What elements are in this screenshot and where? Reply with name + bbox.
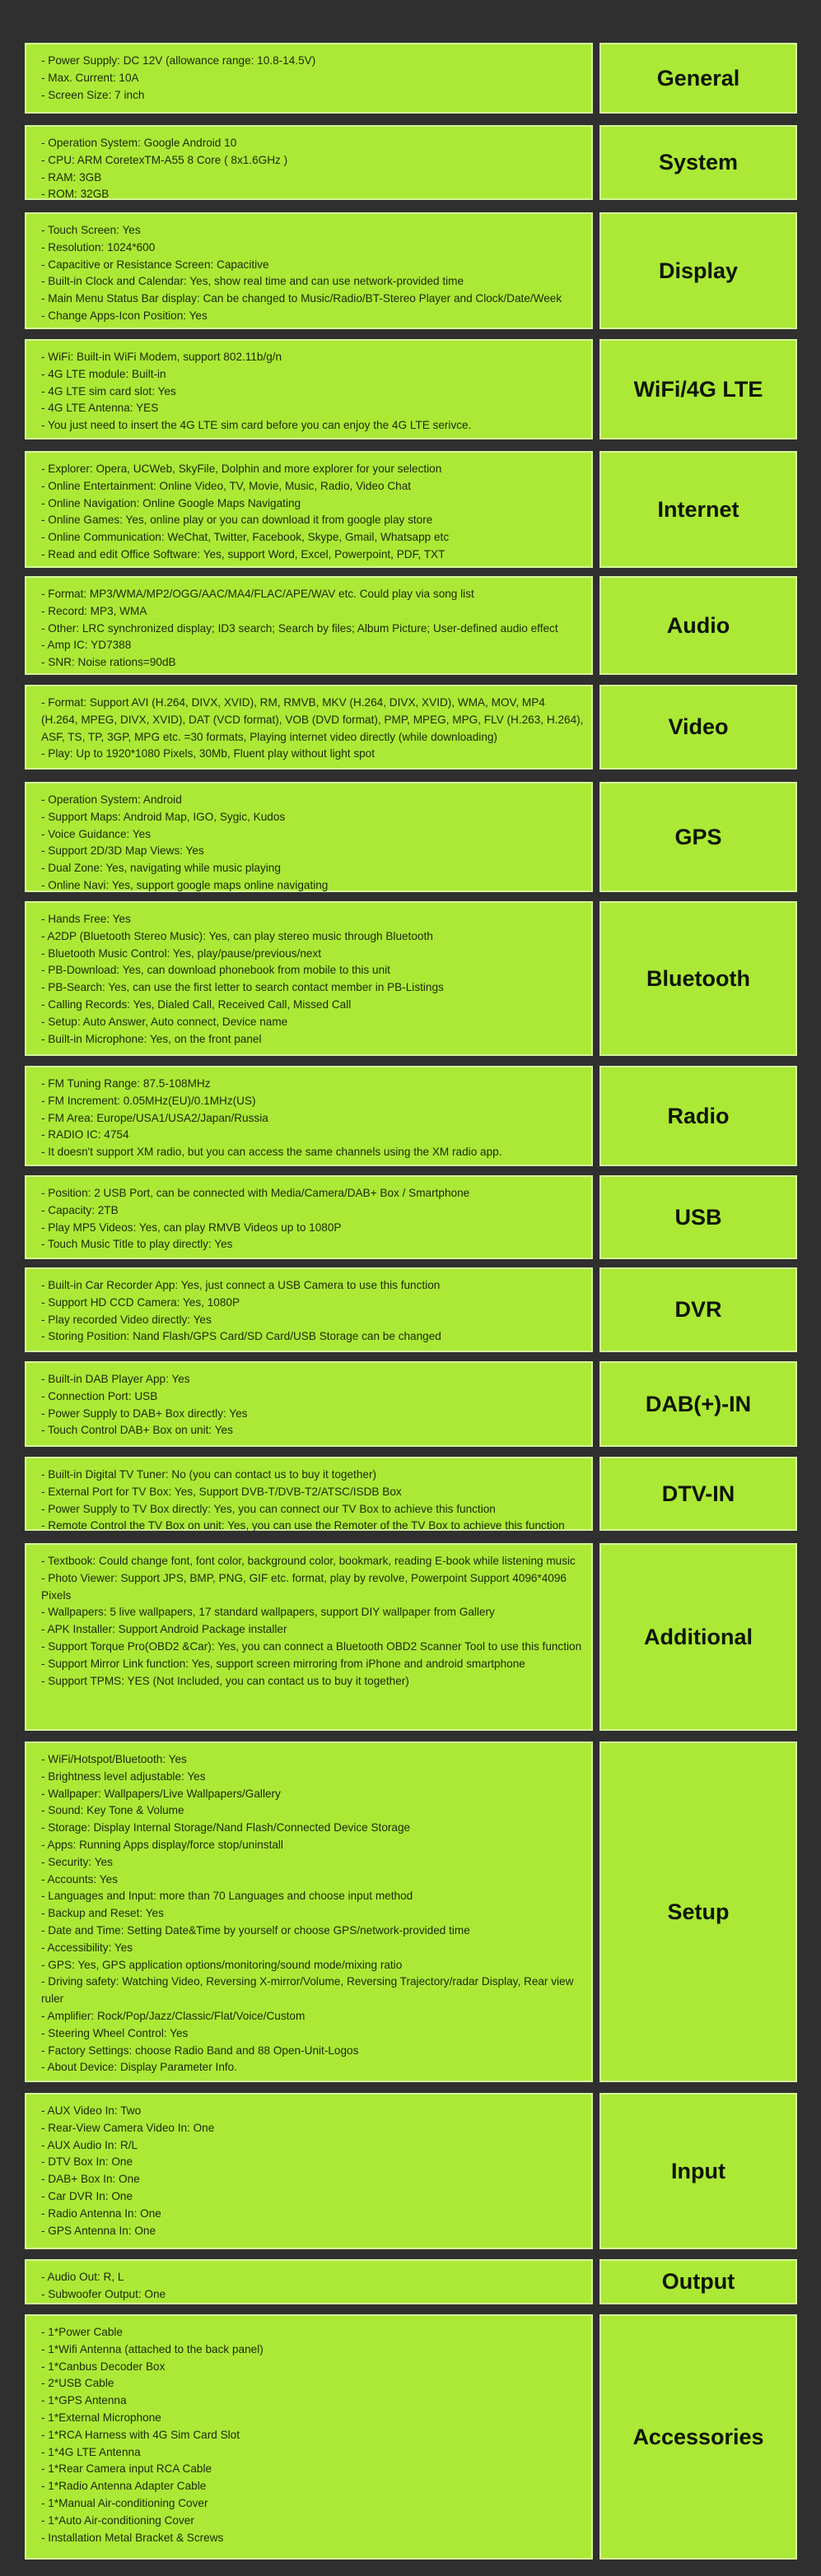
spec-category-label: Additional <box>599 1543 797 1731</box>
spec-line: - Connection Port: USB <box>41 1389 158 1402</box>
spec-line: - Installation Metal Bracket & Screws <box>41 2531 224 2544</box>
spec-line: - Operation System: Android <box>41 793 182 806</box>
spec-line: - RAM: 3GB <box>41 170 102 184</box>
spec-line: - Capacity: 2TB <box>41 1203 119 1216</box>
spec-line: - Play recorded Video directly: Yes <box>41 1313 212 1326</box>
spec-section-setup <box>25 1741 797 2082</box>
spec-section-accessories <box>25 2314 797 2560</box>
spec-line: - APK Installer: Support Android Package installer <box>41 1623 287 1636</box>
spec-line: - A2DP (Bluetooth Stereo Music): Yes, can play stereo music through Bluetooth <box>41 929 433 942</box>
spec-line: - Photo Viewer: Support JPS, BMP, PNG, GIF etc. format, play by revolve, Powerpoint Support 4096*4096 Pixels <box>41 1571 567 1602</box>
spec-line: - Security: Yes <box>41 1855 113 1868</box>
spec-section-usb <box>25 1175 797 1259</box>
spec-line: - Amplifier: Rock/Pop/Jazz/Classic/Flat/Voice/Custom <box>41 2009 306 2022</box>
spec-line: - Radio Antenna In: One <box>41 2206 161 2220</box>
spec-line: - Online Navi: Yes, support google maps online navigating <box>41 878 329 891</box>
spec-line: - Play: Up to 1920*1080 Pixels, 30Mb, Fluent play without light spot <box>41 747 376 760</box>
spec-section-output <box>25 2259 797 2304</box>
spec-line: - Calling Records: Yes, Dialed Call, Received Call, Missed Call <box>41 997 352 1011</box>
spec-section-internet <box>25 451 797 568</box>
spec-line: - FM Increment: 0.05MHz(EU)/0.1MHz(US) <box>41 1094 256 1107</box>
spec-category-label: Audio <box>599 576 797 675</box>
spec-details <box>25 212 593 329</box>
spec-line: - Audio Out: R, L <box>41 2271 124 2283</box>
spec-line: - 2*USB Cable <box>41 2377 114 2390</box>
spec-line: - Sound: Key Tone & Volume <box>41 1804 184 1817</box>
spec-line: - About Device: Display Parameter Info. <box>41 2061 237 2074</box>
spec-line: - 1*Power Cable <box>41 2326 123 2338</box>
spec-line: - Textbook: Could change font, font color, background color, bookmark, reading E-book while listening music <box>41 1555 576 1567</box>
spec-category-label: DVR <box>599 1267 797 1352</box>
spec-line: - You just need to insert the 4G LTE sim card before you can enjoy the 4G LTE serivce. <box>41 419 472 432</box>
spec-line: - Built-in Digital TV Tuner: No (you can contact us to buy it together) <box>41 1468 376 1481</box>
spec-line: - Date and Time: Setting Date&Time by yourself or choose GPS/network-provided time <box>41 1923 470 1937</box>
spec-line: - Position: 2 USB Port, can be connected with Media/Camera/DAB+ Box / Smartphone <box>41 1187 470 1199</box>
spec-line: - Power Supply: DC 12V (allowance range: 10.8-14.5V) <box>41 54 316 67</box>
spec-details <box>25 1175 593 1259</box>
spec-line: - 1*Auto Air-conditioning Cover <box>41 2513 194 2527</box>
spec-section-audio <box>25 576 797 675</box>
spec-line: - 4G LTE module: Built-in <box>41 367 166 380</box>
spec-line: - Power Supply to TV Box directly: Yes, you can connect our TV Box to achieve this function <box>41 1502 496 1515</box>
spec-line: - Built-in Microphone: Yes, on the front panel <box>41 1032 262 1045</box>
spec-section-dvr <box>25 1267 797 1352</box>
spec-line: - Explorer: Opera, UCWeb, SkyFile, Dolphin and more explorer for your selection <box>41 463 442 475</box>
spec-line: - Online Navigation: Online Google Maps Navigating <box>41 496 301 509</box>
spec-line: - Support Maps: Android Map, IGO, Sygic, Kudos <box>41 810 286 823</box>
spec-line: - Online Entertainment: Online Video, TV, Movie, Music, Radio, Video Chat <box>41 479 412 492</box>
spec-line: - 1*Canbus Decoder Box <box>41 2360 166 2373</box>
spec-line: - Languages and Input: more than 70 Languages and choose input method <box>41 1890 413 1903</box>
spec-line: - Support HD CCD Camera: Yes, 1080P <box>41 1295 240 1309</box>
spec-line: - Read and edit Office Software: Yes, support Word, Excel, Powerpoint, PDF, TXT <box>41 547 445 560</box>
spec-line: - Factory Settings: choose Radio Band and 88 Open-Unit-Logos <box>41 2044 359 2057</box>
spec-category-label: WiFi/4G LTE <box>599 339 797 439</box>
spec-line: - GPS Antenna In: One <box>41 2224 156 2237</box>
spec-line: - Subwoofer Output: One <box>41 2287 166 2300</box>
spec-category-label: System <box>599 125 797 200</box>
spec-line: - WiFi: Built-in WiFi Modem, support 802.11b/g/n <box>41 351 282 363</box>
spec-category-label: DAB(+)-IN <box>599 1361 797 1447</box>
spec-line: - 1*RCA Harness with 4G Sim Card Slot <box>41 2428 240 2441</box>
spec-line: - Resolution: 1024*600 <box>41 240 156 253</box>
spec-line: - FM Area: Europe/USA1/USA2/Japan/Russia <box>41 1111 268 1124</box>
spec-line: - Steering Wheel Control: Yes <box>41 2026 189 2039</box>
spec-line: - Format: MP3/WMA/MP2/OGG/AAC/MA4/FLAC/APE/WAV etc. Could play via song list <box>41 588 474 600</box>
spec-details <box>25 1361 593 1447</box>
spec-details <box>25 1741 593 2082</box>
spec-section-general <box>25 43 797 114</box>
spec-section-wifi-4g-lte <box>25 339 797 439</box>
spec-line: - Touch Music Title to play directly: Yes <box>41 1238 233 1251</box>
spec-line: - AUX Video In: Two <box>41 2104 142 2117</box>
spec-category-label: Bluetooth <box>599 901 797 1056</box>
spec-line: - Remote Control the TV Box on unit: Yes, you can use the Remoter of the TV Box to achieve this function <box>41 1519 565 1532</box>
spec-line: - Support Torque Pro(OBD2 &Car): Yes, you can connect a Bluetooth OBD2 Scanner Tool to use this function <box>41 1639 582 1653</box>
spec-details <box>25 43 593 114</box>
spec-line: - FM Tuning Range: 87.5-108MHz <box>41 1077 211 1090</box>
spec-details <box>25 2314 593 2560</box>
spec-section-display <box>25 212 797 329</box>
spec-section-video <box>25 685 797 770</box>
spec-section-system <box>25 125 797 200</box>
spec-line: - 4G LTE Antenna: YES <box>41 402 159 415</box>
spec-line: - Built-in Clock and Calendar: Yes, show real time and can use network-provided time <box>41 275 464 288</box>
spec-line: - Support Mirror Link function: Yes, support screen mirroring from iPhone and android smartphone <box>41 1657 525 1670</box>
spec-line: - 1*GPS Antenna <box>41 2394 127 2407</box>
spec-category-label: General <box>599 43 797 114</box>
spec-line: - PB-Search: Yes, can use the first letter to search contact member in PB-Listings <box>41 981 444 994</box>
spec-line: - Dual Zone: Yes, navigating while music playing <box>41 862 281 875</box>
spec-line: - GPS: Yes, GPS application options/monitoring/sound mode/mixing ratio <box>41 1958 403 1971</box>
spec-details <box>25 125 593 200</box>
spec-details <box>25 1543 593 1731</box>
spec-details <box>25 339 593 439</box>
spec-section-dab-in <box>25 1361 797 1447</box>
spec-line: - ROM: 32GB <box>41 188 110 201</box>
spec-line: - 1*Manual Air-conditioning Cover <box>41 2496 208 2509</box>
spec-line: - Amp IC: YD7388 <box>41 639 132 652</box>
spec-line: - Storing Position: Nand Flash/GPS Card/SD Card/USB Storage can be changed <box>41 1330 441 1343</box>
spec-category-label: Radio <box>599 1066 797 1166</box>
spec-details <box>25 1457 593 1531</box>
spec-category-label: Internet <box>599 451 797 568</box>
spec-category-label: Display <box>599 212 797 329</box>
spec-details <box>25 2093 593 2249</box>
spec-section-input <box>25 2093 797 2249</box>
spec-category-label: Input <box>599 2093 797 2249</box>
spec-details <box>25 901 593 1056</box>
spec-details <box>25 1066 593 1166</box>
spec-line: - Rear-View Camera Video In: One <box>41 2121 215 2134</box>
spec-line: - Online Communication: WeChat, Twitter, Facebook, Skype, Gmail, Whatsapp etc <box>41 531 450 544</box>
spec-line: - Max. Current: 10A <box>41 71 139 84</box>
spec-line: - Operation System: Google Android 10 <box>41 137 237 149</box>
spec-details <box>25 782 593 892</box>
spec-category-label: Accessories <box>599 2314 797 2560</box>
spec-line: - Power Supply to DAB+ Box directly: Yes <box>41 1407 248 1420</box>
spec-line: - Support TPMS: YES (Not Included, you can contact us to buy it together) <box>41 1674 409 1687</box>
spec-line: - External Port for TV Box: Yes, Support DVB-T/DVB-T2/ATSC/ISDB Box <box>41 1485 402 1498</box>
spec-details <box>25 451 593 568</box>
spec-line: - RADIO IC: 4754 <box>41 1128 129 1142</box>
spec-line: - Bluetooth Music Control: Yes, play/pause/previous/next <box>41 946 322 960</box>
spec-line: - Touch Screen: Yes <box>41 224 141 236</box>
spec-line: - Touch Control DAB+ Box on unit: Yes <box>41 1424 233 1437</box>
spec-line: - Built-in Car Recorder App: Yes, just connect a USB Camera to use this function <box>41 1279 441 1291</box>
spec-line: - Change Apps-Icon Position: Yes <box>41 309 208 322</box>
spec-details <box>25 576 593 675</box>
spec-line: - 1*Rear Camera input RCA Cable <box>41 2462 212 2476</box>
spec-section-gps <box>25 782 797 892</box>
spec-line: - CPU: ARM CoretexTM-A55 8 Core ( 8x1.6GHz ) <box>41 153 288 166</box>
spec-line: - 1*4G LTE Antenna <box>41 2445 141 2458</box>
spec-line: - 1*Radio Antenna Adapter Cable <box>41 2480 207 2493</box>
spec-section-bluetooth <box>25 901 797 1056</box>
spec-category-label: DTV-IN <box>599 1457 797 1531</box>
spec-line: - Play MP5 Videos: Yes, can play RMVB Videos up to 1080P <box>41 1221 342 1234</box>
spec-line: - It doesn't support XM radio, but you can access the same channels using the XM radio app. <box>41 1146 502 1159</box>
spec-line: - Wallpapers: 5 live wallpapers, 17 standard wallpapers, support DIY wallpaper from Gallery <box>41 1606 495 1619</box>
spec-line: - Other: LRC synchronized display; ID3 search; Search by files; Album Picture; User-defined audio effect <box>41 621 558 635</box>
spec-line: - Accessibility: Yes <box>41 1941 133 1954</box>
spec-line: - PB-Download: Yes, can download phonebook from mobile to this unit <box>41 964 390 977</box>
spec-section-radio <box>25 1066 797 1166</box>
spec-line: - Support 2D/3D Map Views: Yes <box>41 844 204 858</box>
spec-line: - Main Menu Status Bar display: Can be changed to Music/Radio/BT-Stereo Player and Clock/Date/Week <box>41 292 562 305</box>
spec-line: - DAB+ Box In: One <box>41 2173 140 2186</box>
spec-line: - Online Games: Yes, online play or you can download it from google play store <box>41 514 433 527</box>
spec-category-label: Video <box>599 685 797 770</box>
spec-line: - Backup and Reset: Yes <box>41 1907 164 1920</box>
spec-category-label: GPS <box>599 782 797 892</box>
spec-line: - Apps: Running Apps display/force stop/uninstall <box>41 1838 283 1851</box>
spec-line: - Brightness level adjustable: Yes <box>41 1769 206 1783</box>
spec-line: - Record: MP3, WMA <box>41 604 147 617</box>
spec-details <box>25 1267 593 1352</box>
spec-line: - AUX Audio In: R/L <box>41 2138 138 2151</box>
spec-line: - Driving safety: Watching Video, Reversing X-mirror/Volume, Reversing Trajectory/radar Display, Rear view ruler <box>41 1975 574 2006</box>
spec-line: - 1*Wifi Antenna (attached to the back panel) <box>41 2342 264 2355</box>
spec-line: - 1*External Microphone <box>41 2411 161 2424</box>
spec-line: - Capacitive or Resistance Screen: Capacitive <box>41 258 269 271</box>
spec-category-label: Setup <box>599 1741 797 2082</box>
spec-line: - WiFi/Hotspot/Bluetooth: Yes <box>41 1753 187 1765</box>
spec-category-label: USB <box>599 1175 797 1259</box>
spec-line: - Screen Size: 7 inch <box>41 88 145 101</box>
spec-section-dtv-in <box>25 1457 797 1531</box>
spec-line: - Storage: Display Internal Storage/Nand Flash/Connected Device Storage <box>41 1821 411 1834</box>
spec-line: - Voice Guidance: Yes <box>41 827 152 840</box>
spec-details <box>25 2259 593 2304</box>
spec-line: - Built-in DAB Player App: Yes <box>41 1373 190 1385</box>
spec-line: - Car DVR In: One <box>41 2189 133 2202</box>
spec-line: - SNR: Noise rations=90dB <box>41 656 176 669</box>
spec-line: - DTV Box In: One <box>41 2155 133 2169</box>
spec-line: - Hands Free: Yes <box>41 913 131 925</box>
spec-line: - Wallpaper: Wallpapers/Live Wallpapers/Gallery <box>41 1787 281 1800</box>
spec-line: - Accounts: Yes <box>41 1872 118 1886</box>
spec-category-label: Output <box>599 2259 797 2304</box>
spec-section-additional <box>25 1543 797 1731</box>
spec-line: - Setup: Auto Answer, Auto connect, Device name <box>41 1015 288 1028</box>
spec-details <box>25 685 593 770</box>
spec-line: - 4G LTE sim card slot: Yes <box>41 384 176 398</box>
spec-line: - Format: Support AVI (H.264, DIVX, XVID), RM, RMVB, MKV (H.264, DIVX, XVID), WMA, MOV, MP4 (H.264, MPEG, DIVX, XVID), DAT (VCD format), VOB (DVD format), PMP, MPEG, MPG, FLV (H.263, H.264), ASF, TS, TP, 3GP, MPG etc. =30 formats, Playing internet video directly (while downloading) <box>41 696 584 743</box>
